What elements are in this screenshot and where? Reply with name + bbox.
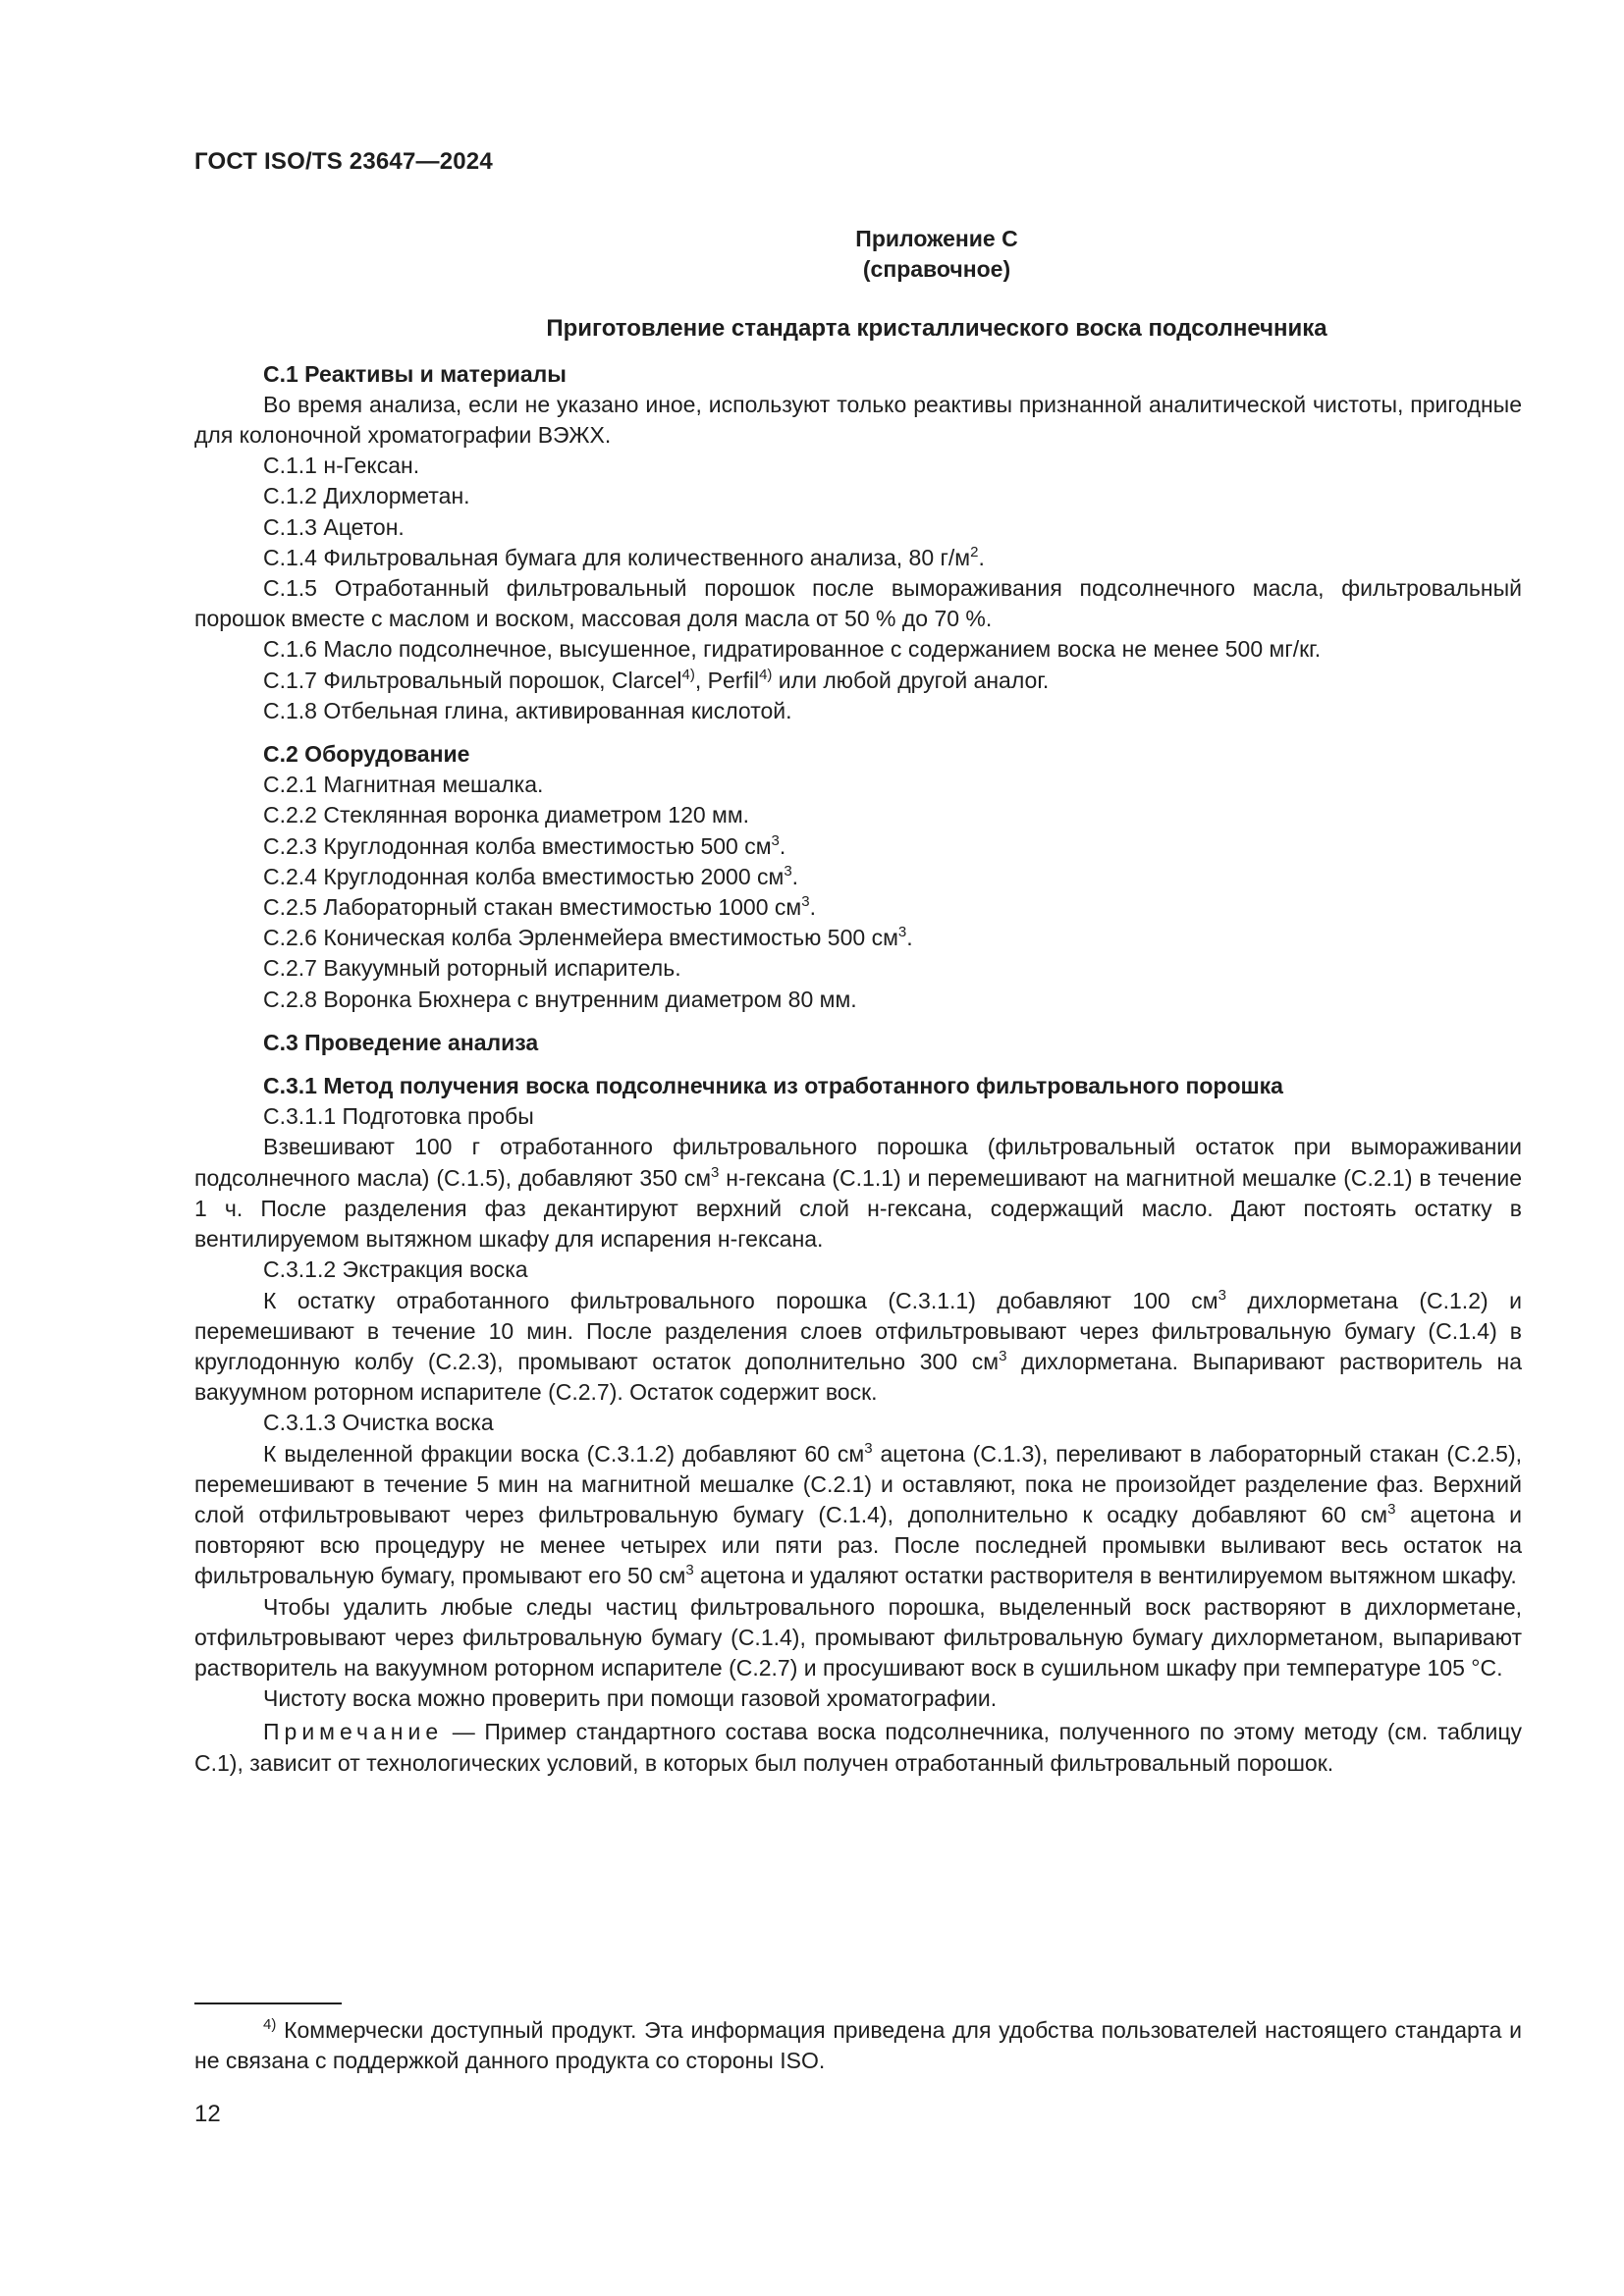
footnote: $^{4)}$ Коммерчески доступный продукт. Эта информация приведена для удобства пользователей настоящего стандарта и не связана с поддержкой данного продукта со стороны ISO. [194,2016,1522,2074]
list-item: С.2.8 Воронка Бюхнера с внутренним диаметром 80 мм. [263,986,857,1012]
list-item: С.2.7 Вакуумный роторный испаритель. [263,955,681,982]
document-header: ГОСТ ISO/TS 23647—2024 [194,148,493,175]
paragraph: К остатку отработанного фильтровального порошка (С.3.1.1) добавляют 100 $см^3$ дихлорметана (С.1.2) и перемешивают в течение 10 мин. После разделения слоев отфильтровывают через фильтровальную бумагу (С.1.4) в круглодонную колбу (С.2.3), промывают остаток дополнительно 300 $см^3$ дихлорметана. Выпаривают растворитель на вакуумном роторном испарителе (С.2.7). Остаток содержит воск. [194,1286,1522,1406]
list-item: С.1.3 Ацетон. [263,513,405,540]
paragraph: Чистоту воска можно проверить при помощи газовой хроматографии. [263,1685,998,1712]
list-item: С.1.7 Фильтровальный порошок, Clarcel$^{4)}$, Perfil$^{4)}$ или любой другой аналог. [263,666,1050,693]
paragraph: Взвешивают 100 г отработанного фильтровального порошка (фильтровальный остаток при вымораживании подсолнечного масла) (С.1.5), добавляют 350 $см^3$ н-гексана (С.1.1) и перемешивают на магнитной мешалке (С.2.1) в течение 1 ч. После разделения фаз декантируют верхний слой н-гексана, содержащий масло. Дают постоять остатку в вентилируемом вытяжном шкафу для испарения н-гексана. [194,1134,1522,1253]
list-item: С.2.4 Круглодонная колба вместимостью 2000 $см^3$. [263,862,799,889]
list-item: С.1.4 Фильтровальная бумага для количественного анализа, 80 $г/м^2$. [263,543,985,570]
list-item: С.1.1 н-Гексан. [263,453,420,479]
list-item: С.1.8 Отбельная глина, активированная кислотой. [263,697,792,723]
section-c1-intro: Во время анализа, если не указано иное, используют только реактивы признанной аналитической чистоты, пригодные для колоночной хроматографии ВЭЖХ. [194,391,1522,449]
paragraph-heading: С.3.1.1 Подготовка пробы [263,1103,534,1130]
section-heading-c3: С.3 Проведение анализа [263,1029,539,1055]
footnote-divider [194,2002,342,2004]
list-item: С.1.6 Масло подсолнечное, высушенное, гидратированное с содержанием воска не менее 500 мг/кг. [263,636,1322,663]
annex-subtitle: (справочное) [862,256,1011,283]
footnote-ref: 4) [759,666,773,683]
paragraph: Чтобы удалить любые следы частиц фильтровального порошка, выделенный воск растворяют в дихлорметане, отфильтровывают через фильтровальную бумагу (С.1.4), промывают фильтровальную бумагу дихлорметаном, выпаривают растворитель на вакуумном роторном испарителе (С.2.7) и просушивают воск в сушильном шкафу при температуре 105 °С. [194,1593,1522,1681]
footnote-ref: 4) [681,666,695,683]
paragraph-heading: С.3.1.2 Экстракция воска [263,1256,528,1283]
section-heading-c2: С.2 Оборудование [263,741,470,768]
paragraph: К выделенной фракции воска (С.3.1.2) добавляют 60 $см^3$ ацетона (С.1.3), переливают в лабораторный стакан (С.2.5), перемешивают в течение 5 мин на магнитной мешалке (С.2.1) и оставляют, пока не произойдет разделение фаз. Верхний слой отфильтровывают через фильтровальную бумагу (С.1.4), дополнительно к осадку добавляют 60 $см^3$ ацетона и повторяют всю процедуру не менее четырех или пяти раз. После последней промывки выливают весь остаток на фильтровальную бумагу, промывают его 50 $см^3$ ацетона и удаляют остатки растворителя в вентилируемом вытяжном шкафу. [194,1439,1523,1589]
page-content [194,224,1522,1779]
list-item: С.2.6 Коническая колба Эрленмейера вместимостью 500 $см^3$. [263,924,913,951]
list-item: С.1.5 Отработанный фильтровальный порошок после вымораживания подсолнечного масла, фильтровальный порошок вместе с маслом и воском, массовая доля масла от 50 % до 70 %. [194,575,1522,632]
list-item: С.2.1 Магнитная мешалка. [263,772,544,798]
subsection-heading-c31: С.3.1 Метод получения воска подсолнечника из отработанного фильтровального порошка [263,1073,1283,1099]
annex-title: Приложение С [855,226,1018,251]
list-item: С.2.3 Круглодонная колба вместимостью 500 $см^3$. [263,831,786,859]
list-item: С.2.2 Стеклянная воронка диаметром 120 мм. [263,802,750,828]
section-heading-c1: С.1 Реактивы и материалы [263,360,567,387]
note-label: Примечание [263,1719,444,1745]
list-item: С.1.2 Дихлорметан. [263,483,470,509]
paragraph-heading: С.3.1.3 Очистка воска [263,1410,494,1436]
footnote-mark: 4) [263,2016,277,2033]
document-title: Приготовление стандарта кристаллического воска подсолнечника [546,315,1327,343]
note: Примечание — Пример стандартного состава воска подсолнечника, полученного по этому методу (см. таблицу С.1), зависит от технологических условий, в которых был получен отработанный фильтровальный порошок. [194,1719,1522,1776]
page-number: 12 [194,2101,221,2127]
list-item: С.2.5 Лабораторный стакан вместимостью 1000 $см^3$. [263,893,816,921]
